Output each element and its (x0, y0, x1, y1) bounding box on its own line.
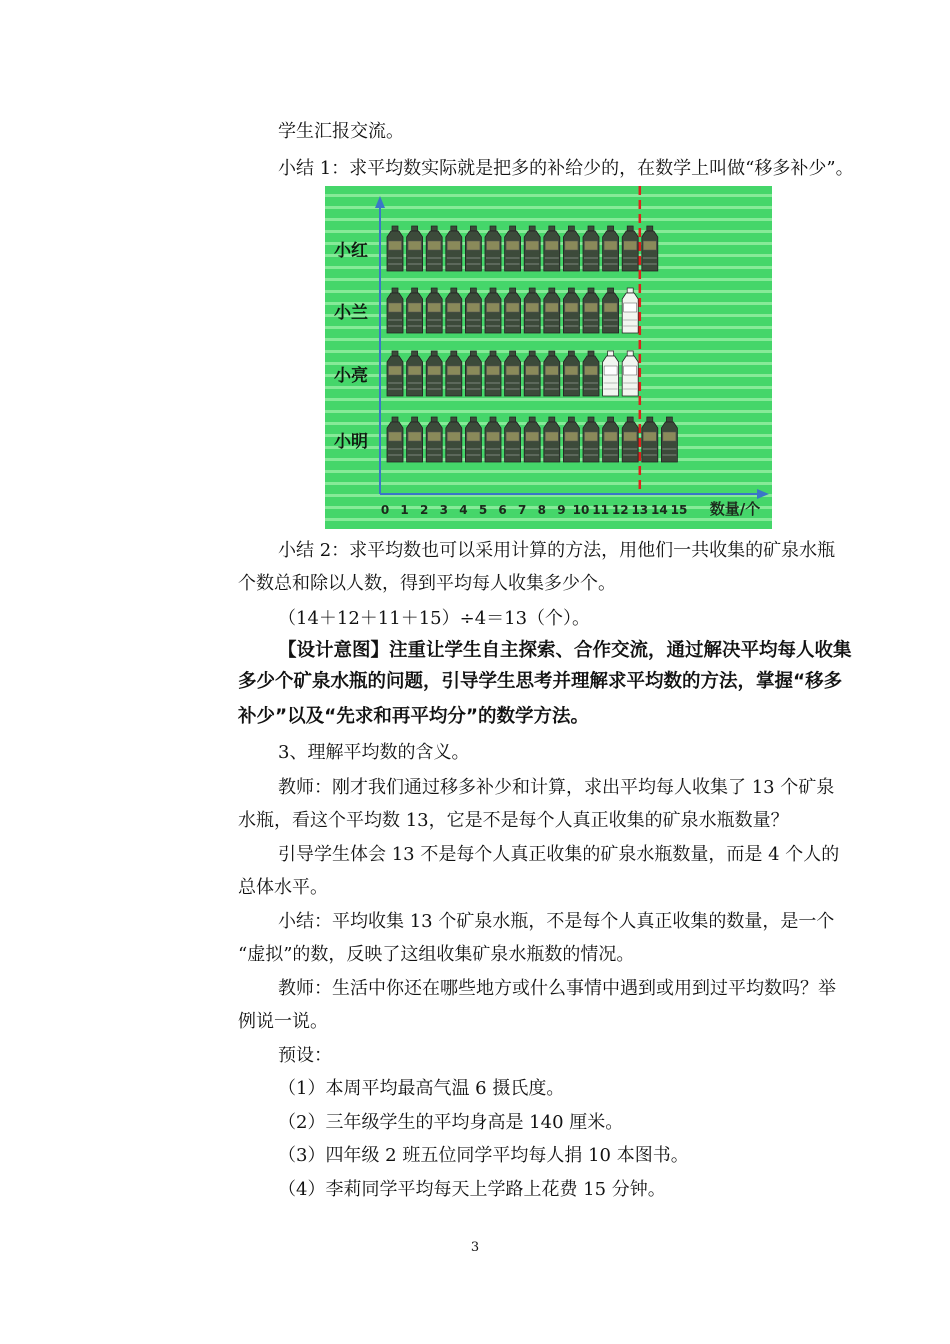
bottle (465, 288, 481, 333)
x-tick-label: 8 (537, 503, 546, 517)
background-stripe (325, 218, 772, 221)
bottle (407, 226, 423, 271)
bottle (544, 226, 560, 271)
moved-bottle (622, 351, 638, 396)
bottle (387, 417, 403, 462)
bottle (642, 417, 658, 462)
bottle (446, 226, 462, 271)
bottle (524, 351, 540, 396)
bottle (544, 288, 560, 333)
x-tick-label: 9 (557, 503, 566, 517)
row-label: 小明 (334, 432, 368, 452)
x-tick-label: 0 (380, 503, 390, 517)
bottle (583, 288, 599, 333)
bottle (622, 417, 638, 462)
x-tick-label: 7 (518, 503, 527, 517)
bottle (446, 417, 462, 462)
bottle (563, 226, 579, 271)
text-line: 例说一说。 (238, 1011, 328, 1032)
bottle (426, 288, 442, 333)
background-stripe (325, 194, 772, 197)
bottle (603, 417, 619, 462)
x-tick-label: 1 (400, 503, 409, 517)
x-tick-label: 6 (498, 503, 507, 517)
text-line: 水瓶，看这个平均数 13，它是不是每个人真正收集的矿泉水瓶数量？ (238, 810, 789, 831)
bottle (485, 417, 501, 462)
bottle (446, 288, 462, 333)
row-label: 小红 (334, 241, 368, 261)
moved-bottle (603, 351, 619, 396)
bottle (387, 226, 403, 271)
row-label: 小兰 (334, 303, 368, 323)
moved-bottle (622, 288, 638, 333)
background-stripe (325, 398, 772, 401)
bottle (426, 226, 442, 271)
bottle (524, 417, 540, 462)
bottle (583, 417, 599, 462)
bottle (603, 226, 619, 271)
x-tick-label: 11 (592, 503, 609, 517)
background-stripe (325, 410, 772, 413)
bottle (407, 288, 423, 333)
background-stripe (325, 506, 772, 509)
bottle (505, 226, 521, 271)
text-line: 学生汇报交流。 (278, 121, 404, 142)
preset-item: （1）本周平均最高气温 6 摄氏度。 (278, 1078, 565, 1099)
bottle (426, 351, 442, 396)
x-tick-label: 15 (670, 503, 688, 517)
bottle (563, 288, 579, 333)
text-line: 个数总和除以人数，得到平均每人收集多少个。 (238, 573, 616, 594)
bottle (465, 417, 481, 462)
x-tick-label: 13 (631, 503, 649, 517)
bottle (426, 417, 442, 462)
background-stripe (325, 338, 772, 341)
bottle (544, 417, 560, 462)
x-tick-label: 14 (651, 503, 668, 517)
x-tick-label: 5 (478, 503, 488, 517)
bottle (661, 417, 677, 462)
background-stripe (325, 206, 772, 209)
bottle (465, 226, 481, 271)
summary-2: 小结 2：求平均数也可以采用计算的方法，用他们一共收集的矿泉水瓶 (278, 540, 836, 561)
summary-3: 小结：平均收集 13 个矿泉水瓶，不是每个人真正收集的数量，是一个 (278, 911, 835, 932)
bottle (387, 351, 403, 396)
x-tick-label: 12 (611, 503, 629, 517)
preset-item: （2）三年级学生的平均身高是 140 厘米。 (278, 1112, 624, 1133)
x-tick-label: 10 (572, 503, 590, 517)
bottle (505, 351, 521, 396)
summary-1: 小结 1：求平均数实际就是把多的补给少的，在数学上叫做“移多补少”。 (278, 158, 854, 179)
bottle (485, 226, 501, 271)
section-heading: 3、理解平均数的含义。 (278, 742, 470, 763)
text-line: 引导学生体会 13 不是每个人真正收集的矿泉水瓶数量，而是 4 个人的 (278, 844, 840, 865)
bottle (505, 288, 521, 333)
bottle (407, 351, 423, 396)
bottle (407, 417, 423, 462)
bottle (387, 288, 403, 333)
design-intent: 【设计意图】注重让学生自主探索、合作交流，通过解决平均每人收集 (278, 640, 852, 661)
x-tick-label: 3 (439, 503, 448, 517)
bottle (583, 226, 599, 271)
bottle (622, 226, 638, 271)
bottle (524, 226, 540, 271)
bottle (642, 226, 658, 271)
bottle (563, 417, 579, 462)
bottle (603, 288, 619, 333)
bottle (563, 351, 579, 396)
x-tick-label: 2 (420, 503, 429, 517)
preset-label: 预设： (278, 1045, 332, 1066)
background-stripe (325, 470, 772, 473)
teacher-line: 教师：刚才我们通过移多补少和计算，求出平均每人收集了 13 个矿泉 (278, 777, 835, 798)
bottle (583, 351, 599, 396)
design-intent-cont: 补少”以及“先求和再平均分”的数学方法。 (238, 706, 589, 727)
text-line: “虚拟”的数，反映了这组收集矿泉水瓶数的情况。 (238, 944, 635, 965)
row-label: 小亮 (334, 366, 368, 386)
bottle (485, 288, 501, 333)
bottle (485, 351, 501, 396)
background-stripe (325, 278, 772, 281)
background-stripe (325, 518, 772, 521)
preset-item: （3）四年级 2 班五位同学平均每人捐 10 本图书。 (278, 1145, 689, 1166)
teacher-line: 教师：生活中你还在哪些地方或什么事情中遇到或用到过平均数吗？举 (278, 978, 836, 999)
bottle-chart (325, 186, 772, 529)
x-tick-label: 4 (459, 503, 468, 517)
background-stripe (325, 482, 772, 485)
bottle (446, 351, 462, 396)
page-number: 3 (470, 1240, 480, 1255)
x-axis-label: 数量/个 (709, 500, 761, 518)
text-line: 总体水平。 (238, 877, 328, 898)
bottle (465, 351, 481, 396)
bottle (524, 288, 540, 333)
design-intent-cont: 多少个矿泉水瓶的问题，引导学生思考并理解求平均数的方法，掌握“移多 (238, 671, 843, 692)
formula: （14＋12＋11＋15）÷4＝13（个）。 (278, 608, 591, 629)
bottle (505, 417, 521, 462)
preset-item: （4）李莉同学平均每天上学路上花费 15 分钟。 (278, 1179, 666, 1200)
bottle (544, 351, 560, 396)
